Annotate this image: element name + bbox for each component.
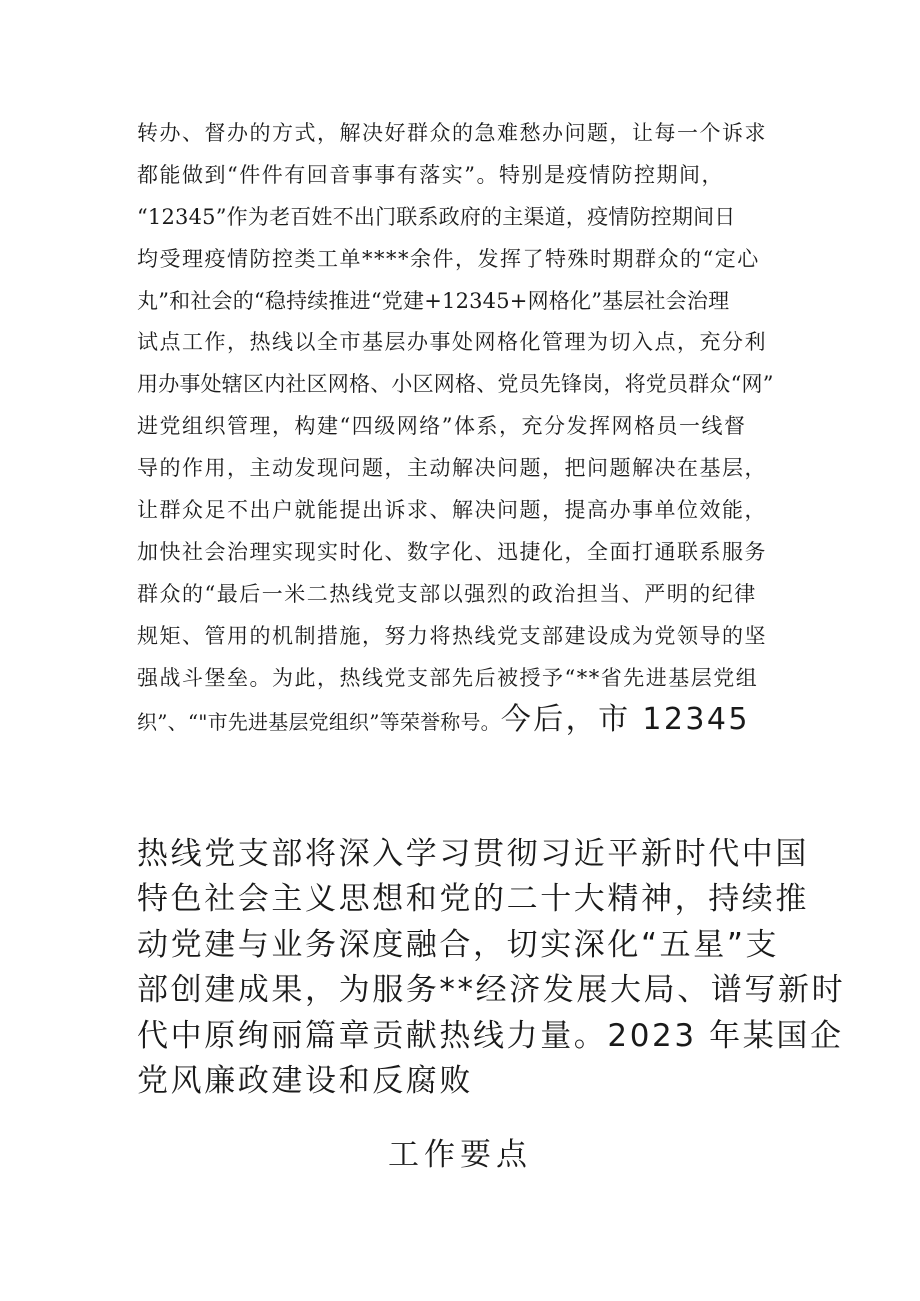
paragraph-line: 群众的“最后一米二热线党支部以强烈的政治担当、严明的纪律 bbox=[137, 581, 757, 606]
paragraph-line: “12345”作为老百姓不出门联系政府的主渠道，疫情防控期间日 bbox=[137, 204, 736, 229]
paragraph-line: 规矩、管用的机制措施，努力将热线党支部建设成为党领导的坚 bbox=[137, 623, 767, 648]
paragraph-line: 用办事处辖区内社区网格、小区网格、党员先锋岗，将党员群众“网” bbox=[137, 372, 774, 397]
paragraph-line: 均受理疫情防控类工单****余件，发挥了特殊时期群众的“定心 bbox=[137, 246, 760, 271]
mixed-size-line bbox=[137, 699, 797, 741]
large-paragraph-line: 特色社会主义思想和党的二十大精神，持续推 bbox=[137, 881, 809, 918]
paragraph-line: 导的作用，主动发现问题，主动解决问题，把问题解决在基层， bbox=[137, 456, 767, 481]
paragraph-line: 让群众足不出户就能提出诉求、解决问题，提高办事单位效能， bbox=[137, 498, 767, 523]
paragraph-line: 丸”和社会的“稳持续推进“党建+12345+网格化”基层社会治理 bbox=[137, 288, 730, 313]
large-paragraph-line: 部创建成果，为服务**经济发展大局、谱写新时 bbox=[137, 972, 846, 1009]
large-paragraph-line: 代中原绚丽篇章贡献热线力量。2023 年某国企 bbox=[137, 1017, 844, 1054]
large-paragraph-line: 动党建与业务深度融合，切实深化“五星”支 bbox=[137, 926, 780, 963]
paragraph-line: 都能做到“件件有回音事事有落实”。特别是疫情防控期间， bbox=[137, 162, 724, 187]
large-paragraph bbox=[137, 832, 846, 1104]
body-paragraph bbox=[137, 113, 797, 741]
paragraph-line: 转办、督办的方式，解决好群众的急难愁办问题，让每一个诉求 bbox=[137, 121, 767, 145]
paragraph-start-large: 今后，市 12345 bbox=[500, 702, 750, 738]
large-paragraph-line: 热线党支部将深入学习贯彻习近平新时代中国 bbox=[137, 836, 809, 872]
paragraph-tail-small: 织”、“"市先进基层党组织”等荣誉称号。 bbox=[137, 710, 501, 735]
paragraph-line: 试点工作，热线以全市基层办事处网格化管理为切入点，充分利 bbox=[137, 330, 767, 355]
section-heading: 工作要点 bbox=[388, 1137, 532, 1173]
large-paragraph-line: 党风廉政建设和反腐败 bbox=[137, 1062, 473, 1099]
paragraph-line: 进党组织管理，构建“四级网络”体系，充分发挥网格员一线督 bbox=[137, 414, 747, 439]
paragraph-line: 强战斗堡垒。为此，热线党支部先后被授予“**省先进基层党组 bbox=[137, 665, 759, 690]
paragraph-line: 加快社会治理实现实时化、数字化、迅捷化，全面打通联系服务 bbox=[137, 539, 767, 564]
